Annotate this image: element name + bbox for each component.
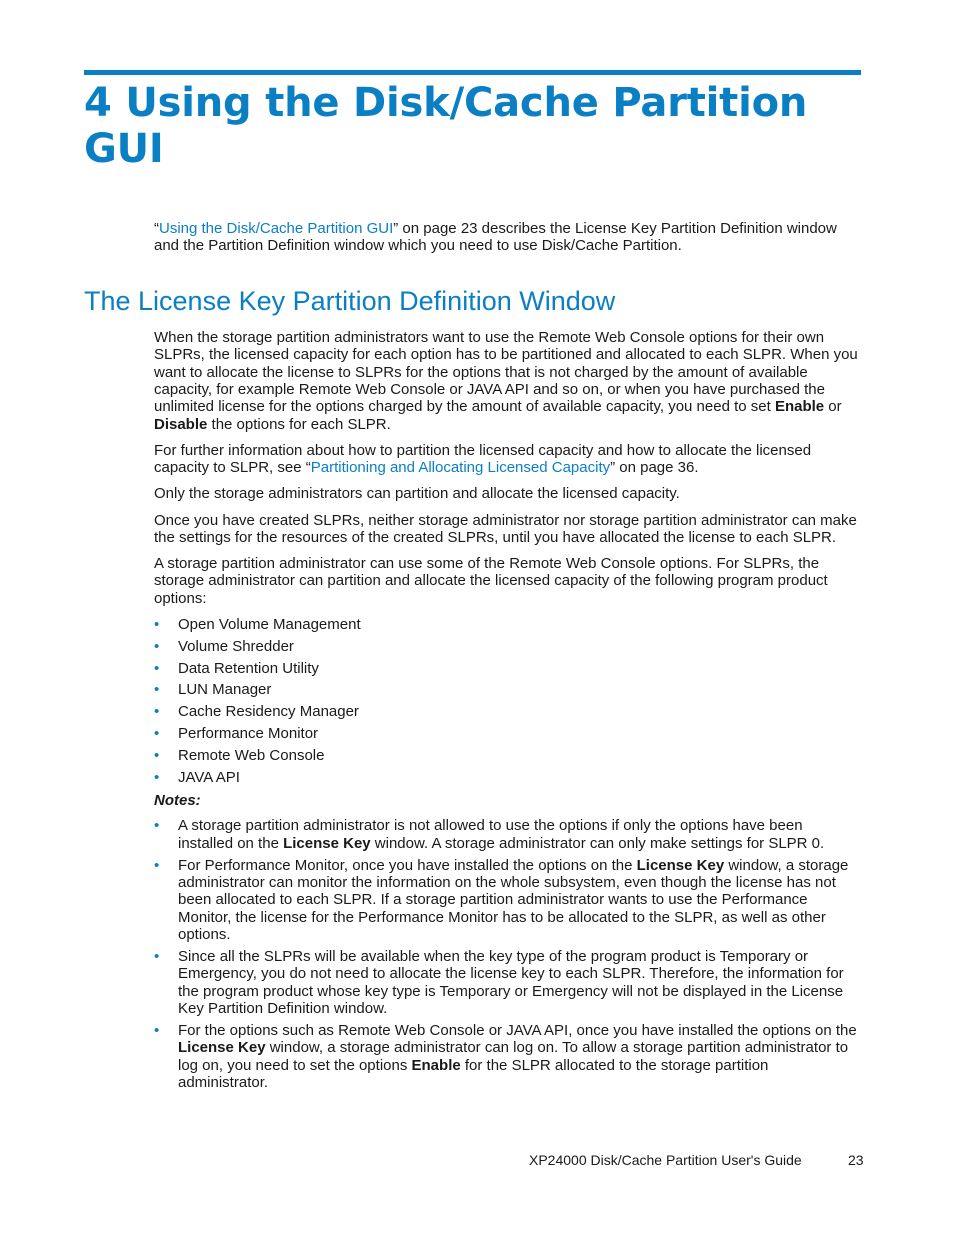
section-heading: The License Key Partition Definition Window <box>84 285 616 316</box>
enable-term: Enable <box>774 398 825 416</box>
note-bold-term: License Key <box>636 856 725 874</box>
note-bold-term: License Key <box>283 834 371 852</box>
option-list-item: • Volume Shredder <box>154 638 860 655</box>
note-text: For Performance Monitor, once you have installed the options on the <box>178 856 637 874</box>
intro-open-quote: “ <box>154 220 159 237</box>
paragraph-license-options <box>154 329 860 433</box>
option-list-item: • Performance Monitor <box>154 725 860 742</box>
option-list-item: • JAVA API <box>154 769 860 786</box>
page-number: 23 <box>848 1152 864 1168</box>
program-options-list <box>154 616 860 786</box>
option-list-item: • Data Retention Utility <box>154 660 860 677</box>
paragraph-storage-admins: Only the storage administrators can partition and allocate the licensed capacity. <box>154 485 680 503</box>
disable-term: Disable <box>154 415 208 433</box>
note-text: For the options such as Remote Web Console or JAVA API, once you have installed the options on the <box>178 1021 857 1039</box>
chapter-top-rule <box>84 70 861 75</box>
p1-mid: or <box>824 398 842 416</box>
note-item <box>154 948 860 1018</box>
note-text: for the SLPR allocated to the storage partition administrator. <box>178 1056 769 1092</box>
note-item <box>154 817 860 852</box>
option-list-item: • Remote Web Console <box>154 747 860 764</box>
option-list-item: • Open Volume Management <box>154 616 860 633</box>
paragraph-further-info <box>154 442 860 477</box>
paragraph-created-slprs: Once you have created SLPRs, neither storage administrator nor storage partition administrator can make the settings for the resources of the created SLPRs, until you have allocated the license to each SLPR. <box>154 511 857 546</box>
partitioning-capacity-link[interactable]: Partitioning and Allocating Licensed Capacity <box>310 459 611 477</box>
note-text: A storage partition administrator is not allowed to use the options if only the options have been installed on the <box>178 817 803 852</box>
note-item <box>154 857 860 944</box>
note-text: Since all the SLPRs will be available when the key type of the program product is Temporary or Emergency, you do not need to allocate the license key to each SLPR. Therefore, the information for the program product whose key type is Temporary or Emergency will not be displayed in the License Key Partition Definition window. <box>178 947 844 1018</box>
option-list-item: • LUN Manager <box>154 681 860 698</box>
notes-label: Notes: <box>154 791 201 809</box>
p2-end: ” on page 36. <box>610 459 699 477</box>
footer-guide-title: XP24000 Disk/Cache Partition User's Guide <box>529 1152 802 1168</box>
p1-text: When the storage partition administrators want to use the Remote Web Console options for their own SLPRs, the licensed capacity for each option has to be partitioned and allocated to each SLPR. When you want to allocate the license to SLPRs for the options that is not charged by the amount of available capacity, for example Remote Web Console or JAVA API and so on, or when you have purchased the unlimited license for the options charged by the amount of available capacity, you need to set <box>154 328 858 416</box>
note-bold-term: Enable <box>411 1056 461 1074</box>
intro-chapter-link[interactable]: Using the Disk/Cache Partition GUI <box>159 220 394 237</box>
page-content <box>84 220 860 1096</box>
notes-list <box>154 817 860 1091</box>
p1-end: the options for each SLPR. <box>207 415 391 433</box>
intro-paragraph <box>154 220 860 255</box>
p2-text: For further information about how to partition the licensed capacity and how to allocate the licensed capacity to SLPR, see “ <box>154 441 812 477</box>
intro-text: ” on page 23 describes the License Key Partition Definition window and the Partition Definition window which you need to use Disk/Cache Partition. <box>154 220 837 255</box>
note-text: window, a storage administrator can log on. To allow a storage partition administrator to log on, you need to set the options <box>178 1039 849 1074</box>
paragraph-program-options: A storage partition administrator can use some of the Remote Web Console options. For SLPRs, the storage administrator can partition and allocate the licensed capacity of the following program product options: <box>154 555 828 607</box>
note-text: window. A storage administrator can only make settings for SLPR 0. <box>370 834 825 852</box>
option-list-item: • Cache Residency Manager <box>154 703 860 720</box>
note-item <box>154 1022 860 1092</box>
chapter-title: 4 Using the Disk/Cache Partition GUI <box>84 80 808 172</box>
note-text: window, a storage administrator can monitor the information on the whole subsystem, even though the license has not been allocated to each SLPR. If a storage partition administrator wants to use the Performance Monitor, the license for the Performance Monitor has to be allocated to the SLPR, as well as other options. <box>178 856 849 944</box>
note-bold-term: License Key <box>178 1039 266 1057</box>
